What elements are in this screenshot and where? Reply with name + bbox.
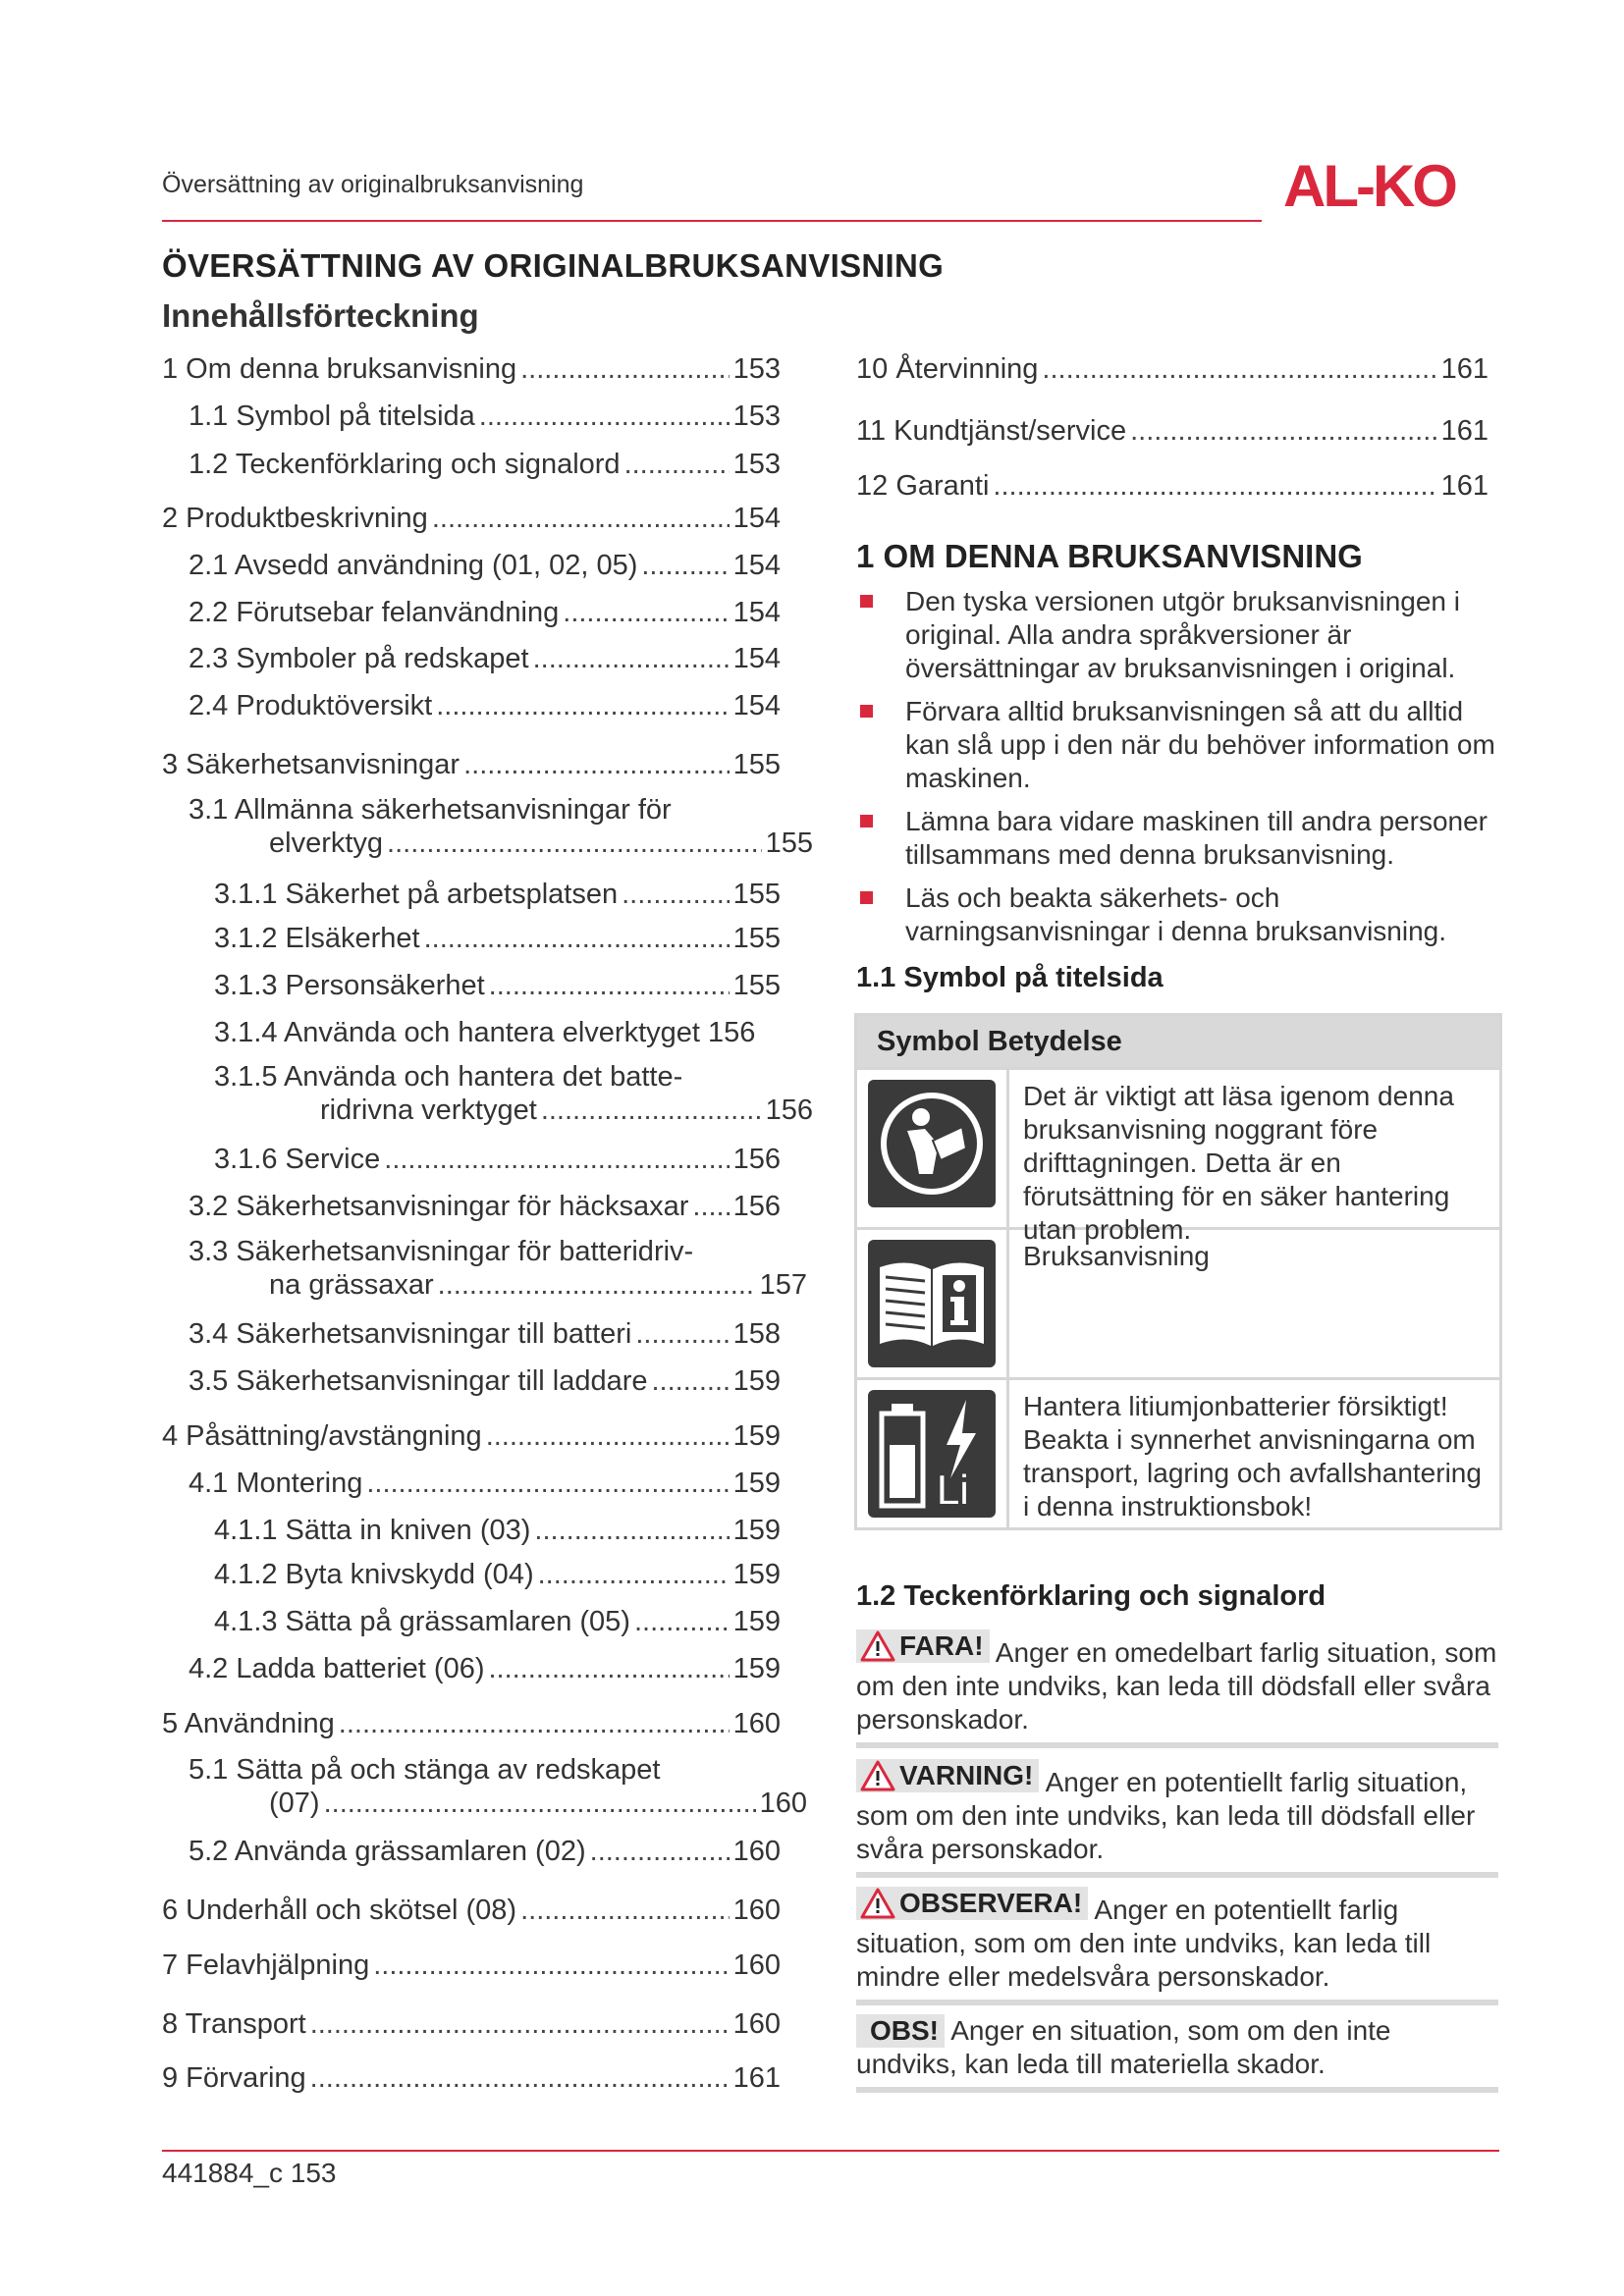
toc-entry[interactable]: 3.1.6 Service ..... 156 [214, 1142, 781, 1177]
symbol-description: Hantera litiumjonbatterier försiktigt! Beakta i synnerhet anvisningarna om transport, lagring och avfallshantering i denna instruktionsbok! [1023, 1391, 1482, 1522]
toc-entry[interactable]: 2 Produktbeskrivning ..... 154 [162, 501, 781, 536]
table-row [857, 1227, 1499, 1377]
signal-word: OBSERVERA! [856, 1887, 1088, 1920]
toc-entry[interactable]: 4.1 Montering ..... 159 [189, 1466, 781, 1501]
toc-entry[interactable]: 7 Felavhjälpning ..... 160 [162, 1948, 781, 1983]
toc-entry[interactable]: 2.3 Symboler på redskapet ..... 154 [189, 641, 781, 676]
warning-triangle-icon [860, 1760, 895, 1791]
lithium-battery-icon [868, 1390, 996, 1518]
footer-page-number: 441884_c 153 [162, 2158, 337, 2188]
notice: OBS! Anger en situation, som om den inte undviks, kan leda till materiella skador. [856, 2014, 1498, 2093]
toc-entry[interactable]: 3.4 Säkerhetsanvisningar till batteri ..... 158 [189, 1316, 781, 1352]
toc-entry[interactable]: 3.2 Säkerhetsanvisningar för häcksaxar ..... 156 [189, 1189, 781, 1224]
toc-entry[interactable]: 12 Garanti ..... 161 [856, 468, 1489, 504]
toc-entry[interactable]: 2.2 Förutsebar felanvändning ..... 154 [189, 595, 781, 630]
toc-entry[interactable]: 6 Underhåll och skötsel (08) ..... 160 [162, 1893, 781, 1928]
toc-entry[interactable]: 3 Säkerhetsanvisningar ..... 155 [162, 747, 781, 782]
caution-notice: OBSERVERA! Anger en potentiellt farlig situation, som om den inte undviks, kan leda till mindre eller medelsvåra personskador. [856, 1887, 1498, 2005]
toc-entry[interactable]: 5.2 Använda grässamlaren (02) ..... 160 [189, 1834, 781, 1869]
toc-entry[interactable]: 11 Kundtjänst/service ..... 161 [856, 413, 1489, 449]
toc-entry[interactable]: 3.1.3 Personsäkerhet ..... 155 [214, 968, 781, 1003]
toc-entry[interactable]: 8 Transport ..... 160 [162, 2006, 781, 2042]
subsection-heading: 1.1 Symbol på titelsida [856, 962, 1164, 993]
bullet-item: Förvara alltid bruksanvisningen så att du alltid kan slå upp i den när du behöver information om maskinen. [856, 695, 1504, 795]
toc-entry[interactable]: 5 Användning ..... 160 [162, 1706, 781, 1741]
footer-rule [162, 2150, 1499, 2152]
toc-entry[interactable]: 9 Förvaring ..... 161 [162, 2060, 781, 2096]
manual-info-icon [868, 1240, 996, 1367]
toc-entry[interactable]: 3.1.2 Elsäkerhet ..... 155 [214, 921, 781, 956]
toc-entry[interactable]: 2.1 Avsedd användning (01, 02, 05) ..... 154 [189, 548, 781, 583]
toc-heading: Innehållsförteckning [162, 297, 479, 334]
read-manual-icon [868, 1080, 996, 1207]
toc-entry[interactable]: 2.4 Produktöversikt ..... 154 [189, 688, 781, 723]
toc-entry[interactable]: 3.3 Säkerhetsanvisningar för batteridriv- na grässaxar ..... 157 [189, 1235, 807, 1302]
document-title: ÖVERSÄTTNING AV ORIGINALBRUKSANVISNING [162, 247, 945, 284]
symbol-description: Det är viktigt att läsa igenom denna bruksanvisning noggrant före drifttagningen. Detta är en förutsättning för en säker hantering utan problem. [1023, 1081, 1454, 1245]
subsection-heading: 1.2 Teckenförklaring och signalord [856, 1580, 1326, 1612]
toc-entry[interactable]: 4.1.3 Sätta på grässamlaren (05) ..... 159 [214, 1604, 781, 1639]
bullet-list [856, 585, 1504, 958]
toc-entry[interactable]: 3.1.1 Säkerhet på arbetsplatsen ..... 155 [214, 877, 781, 912]
table-row [857, 1067, 1499, 1245]
danger-notice: FARA! Anger en omedelbart farlig situation, som om den inte undviks, kan leda till dödsfall eller svåra personskador. [856, 1629, 1498, 1748]
toc-entry[interactable]: 4 Påsättning/avstängning ..... 159 [162, 1418, 781, 1454]
svg-text:AL-KO: AL-KO [1283, 155, 1455, 214]
table-header: Symbol Betydelse [857, 1016, 1499, 1067]
header-rule [162, 220, 1262, 222]
toc-entry[interactable]: 4.2 Ladda batteriet (06) ..... 159 [189, 1651, 781, 1686]
toc-entry[interactable]: 1.1 Symbol på titelsida ..... 153 [189, 399, 781, 434]
toc-entry[interactable]: 3.1.5 Använda och hantera det batte- ridrivna verktyget ..... 156 [214, 1060, 813, 1127]
toc-entry[interactable]: 4.1.2 Byta knivskydd (04) ..... 159 [214, 1557, 781, 1592]
symbol-description: Bruksanvisning [1023, 1241, 1210, 1271]
bullet-item: Läs och beakta säkerhets- och varningsanvisningar i denna bruksanvisning. [856, 881, 1504, 948]
bullet-item: Lämna bara vidare maskinen till andra personer tillsammans med denna bruksanvisning. [856, 805, 1504, 872]
svg-text:Li: Li [937, 1467, 969, 1513]
toc-entry[interactable]: 1 Om denna bruksanvisning ..... 153 [162, 351, 781, 387]
section-heading: 1 OM DENNA BRUKSANVISNING [856, 538, 1363, 574]
warning-triangle-icon [860, 1888, 895, 1919]
table-row [857, 1377, 1499, 1527]
toc-entry[interactable]: 4.1.1 Sätta in kniven (03) ..... 159 [214, 1513, 781, 1548]
toc-entry[interactable]: 1.2 Teckenförklaring och signalord ..... 153 [189, 447, 781, 482]
running-title: Översättning av originalbruksanvisning [162, 171, 584, 198]
toc-entry[interactable]: 3.5 Säkerhetsanvisningar till laddare ..... 159 [189, 1363, 781, 1399]
toc-entry[interactable]: 10 Återvinning ..... 161 [856, 351, 1489, 387]
warning-triangle-icon [860, 1630, 895, 1662]
signal-word: OBS! [856, 2014, 945, 2048]
alko-logo [1281, 155, 1497, 214]
symbol-table [854, 1013, 1502, 1530]
warning-notice: VARNING! Anger en potentiellt farlig situation, som om den inte undviks, kan leda till dödsfall eller svåra personskador. [856, 1759, 1498, 1878]
bullet-item: Den tyska versionen utgör bruksanvisningen i original. Alla andra språkversioner är översättningar av bruksanvisningen i original. [856, 585, 1504, 685]
signal-word: FARA! [856, 1629, 990, 1663]
toc-entry[interactable]: 5.1 Sätta på och stänga av redskapet (07) ..... 160 [189, 1753, 807, 1820]
toc-entry[interactable]: 3.1.4 Använda och hantera elverktyget 156 [214, 1017, 756, 1048]
signal-word: VARNING! [856, 1759, 1039, 1792]
toc-entry[interactable]: 3.1 Allmänna säkerhetsanvisningar för elverktyg ..... 155 [189, 793, 813, 860]
